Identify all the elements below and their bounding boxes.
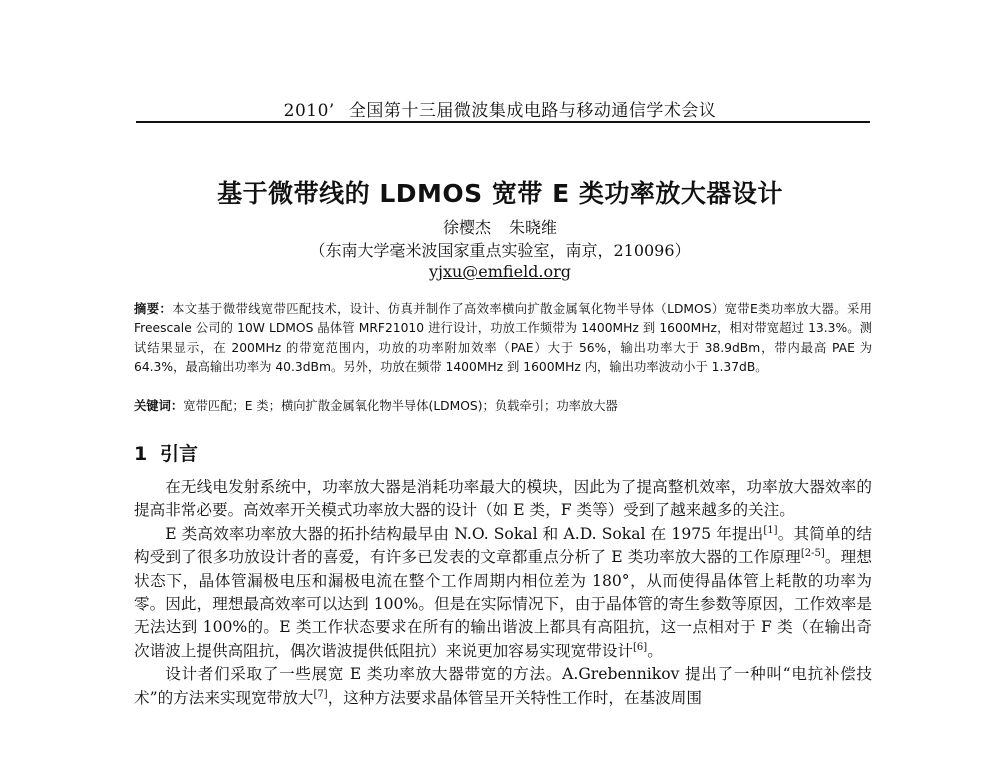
body-text [134, 476, 872, 710]
conference-name: 全国第十三届微波集成电路与移动通信学术会议 [348, 101, 717, 121]
citation-ref[interactable]: [7] [313, 688, 328, 700]
paragraph-text: 。其简单的结构受到了很多功放设计者的喜爱，有许多已发表的文章都重点分析了 E 类功率放大器的工作原理 [134, 524, 872, 567]
body-paragraph [134, 523, 872, 663]
paper-title: 基于微带线的 LDMOS 宽带 E 类功率放大器设计 [217, 179, 783, 208]
paragraph-text: E 类高效率功率放大器的拓扑结构最早由 N.O. Sokal 和 A.D. Sokal 在 1975 年提出 [165, 524, 764, 543]
body-paragraph [134, 663, 872, 710]
citation-ref[interactable]: [2-5] [800, 548, 825, 560]
abstract-label: 摘要： [134, 302, 173, 316]
abstract [134, 300, 872, 378]
header-divider [136, 121, 870, 123]
conference-running-header [0, 96, 1000, 121]
citation-ref[interactable]: [1] [763, 524, 778, 536]
section-title: 引言 [160, 443, 199, 465]
author-list [0, 215, 1000, 238]
paragraph-text: ，这种方法要求晶体管呈开关特性工作时，在基波周围 [327, 688, 702, 707]
abstract-text: 本文基于微带线宽带匹配技术，设计、仿真并制作了高效率横向扩散金属氧化物半导体（LDMOS）宽带E类功率放大器。采用 Freescale 公司的 10W LDMOS 晶体管 MRF21010 进行设计，功放工作频带为 1400MHz 到 1600MHz，相对带宽超过 13.3%。测试结果显示，在 200MHz 的带宽范围内，功放的功率附加效率（PAE）大于 56%，输出功率大于 38.9dBm，带内最高 PAE 为 64.3%，最高输出功率为 40.3dBm。另外，功放在频带 1400MHz 到 1600MHz 内，输出功率波动小于 1.37dB。 [134, 302, 872, 375]
author-affiliation: （东南大学毫米波国家重点实验室，南京，210096） [309, 241, 691, 260]
conference-year: 2010’ [283, 101, 335, 121]
keywords-text: 宽带匹配；E 类；横向扩散金属氧化物半导体(LDMOS)；负载牵引；功率放大器 [183, 399, 618, 413]
keywords-label: 关键词： [134, 399, 184, 413]
paragraph-text: 设计者们采取了一些展宽 E 类功率放大器带宽的方法。A.Grebennikov 提出了一种叫“电抗补偿技术”的方法来实现宽带放大 [134, 665, 872, 707]
section-heading [134, 439, 198, 466]
section-number: 1 [134, 443, 148, 465]
paragraph-text: 。理想状态下，晶体管漏极电压和漏极电流在整个工作周期内相位差为 180°，从而使得晶体管上耗散的功率为零。因此，理想最高效率可以达到 100%。但是在实际情况下，由于晶体管的寄生参数等原因，工作效率是无法达到 100%的。E 类工作状态要求在所有的输出谐波上都具有高阻抗，这一点相对于 F 类（在输出奇次谐波上提供高阻抗，偶次谐波提供低阻抗）来说更加容易实现宽带设计 [134, 548, 872, 660]
author-email-link[interactable]: yjxu@emfield.org [428, 262, 572, 281]
author-name: 朱晓维 [509, 218, 558, 237]
citation-ref[interactable]: [6] [633, 641, 648, 653]
body-paragraph: 在无线电发射系统中，功率放大器是消耗功率最大的模块，因此为了提高整机效率，功率放大器效率的提高非常必要。高效率开关模式功率放大器的设计（如 E 类，F 类等）受到了越来越多的关注。 [134, 478, 872, 520]
keywords [134, 397, 872, 416]
paragraph-text: 。 [647, 641, 663, 660]
author-name: 徐樱杰 [442, 218, 491, 237]
